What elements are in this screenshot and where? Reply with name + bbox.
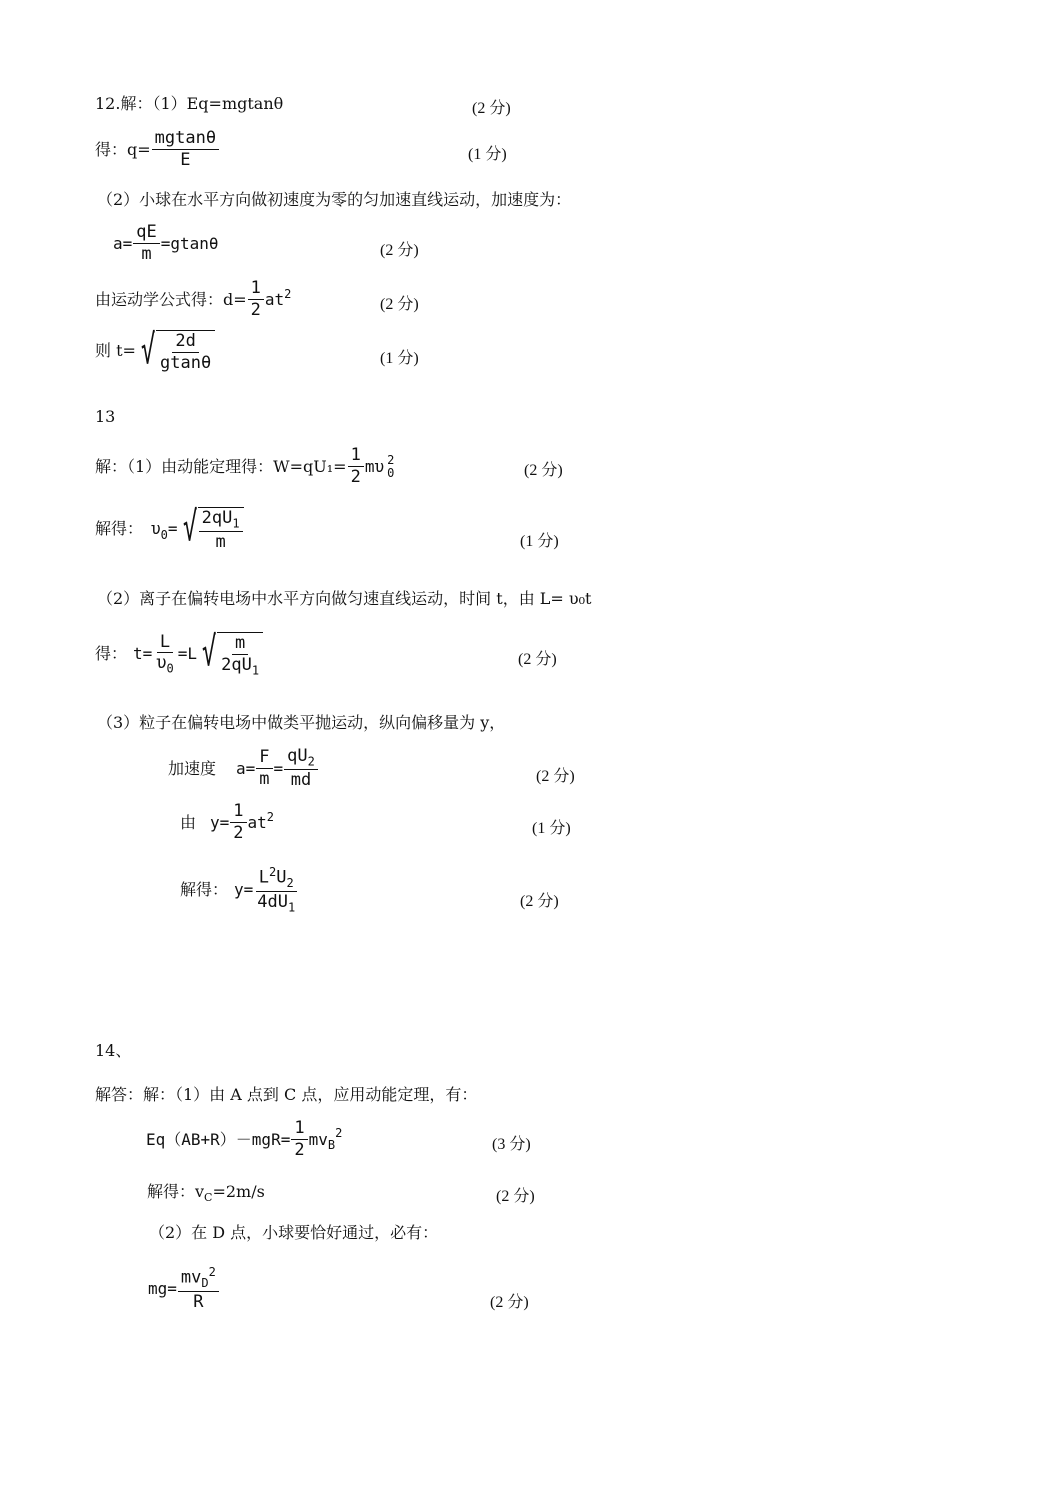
q13-line4-points: (2 分) (518, 651, 557, 668)
denominator-text: 4dU (257, 891, 288, 912)
q13-line4 (95, 629, 263, 678)
q13-line4-fraction (153, 631, 176, 676)
q13-line6-fraction1 (256, 749, 272, 789)
q12-line5-points: (2 分) (380, 296, 419, 313)
numerator: 1 (348, 447, 364, 467)
q13-line7-tail: at (247, 812, 267, 832)
q14-line2 (146, 1120, 342, 1160)
q13-line7-points: (1 分) (532, 820, 571, 837)
q13-line2-label: 解得： (95, 519, 144, 539)
numerator-text: L (258, 867, 270, 888)
q14-line2-label: Eq（AB+R）－mgR= (146, 1129, 291, 1149)
q13-line8-points: (2 分) (520, 893, 559, 910)
q14-line5-label: mg= (148, 1278, 177, 1298)
q13-line2-fraction (199, 510, 243, 552)
radical-icon: √ (201, 629, 217, 675)
q12-line5 (95, 280, 291, 320)
numerator (199, 510, 243, 532)
q13-line1-fraction (348, 447, 364, 487)
numerator: qE (133, 224, 159, 244)
numerator-text: 2qU (201, 508, 233, 528)
q13-line1-tail: mυ (364, 456, 385, 476)
numerator: 1 (248, 280, 264, 300)
denominator: gtanθ (160, 352, 212, 373)
q13-line1-label: 解：（1）由动能定理得：W=qU₁= (95, 456, 347, 476)
q14-line3-label: 解得：v (147, 1182, 205, 1201)
denominator-text: υ (156, 653, 167, 674)
q12-line5-fraction (248, 280, 264, 320)
q13-line6-fraction2 (284, 748, 318, 790)
q12-line3: （2）小球在水平方向做初速度为零的匀加速直线运动，加速度为： (97, 190, 572, 209)
q13-line6-eq: = (273, 758, 284, 778)
q14-line3-tail: =2m/s (212, 1182, 265, 1201)
q12-line6-fraction (157, 333, 214, 373)
q12-line2-points: (1 分) (468, 146, 507, 163)
q13-line2-sub: 0 (160, 528, 168, 543)
numerator: m (232, 635, 248, 655)
denominator: 2 (250, 299, 261, 320)
denominator: 2 (350, 466, 361, 487)
denominator: m (215, 531, 226, 552)
numerator-text: qU (287, 746, 308, 766)
denominator-text: 2qU (221, 654, 252, 675)
denominator (153, 653, 176, 675)
q13-line8-label: 解得： (180, 879, 229, 899)
q13-line5: （3）粒子在偏转电场中做类平抛运动，纵向偏移量为 y， (97, 713, 506, 732)
q14-line2-sub: B (327, 1137, 336, 1152)
q12-line1-points: (2 分) (472, 100, 511, 117)
q13-line2-points: (1 分) (520, 533, 559, 550)
q13-line1-sub: 0 (387, 465, 395, 480)
q12-line5-sup: 2 (284, 286, 292, 301)
numerator-sup: 2 (269, 865, 277, 879)
numerator-sup: 2 (208, 1265, 216, 1279)
numerator: L (157, 634, 173, 654)
q14-line1: 解答：解：（1）由 A 点到 C 点，应用动能定理，有： (95, 1085, 478, 1104)
q13-line1-points: (2 分) (524, 462, 563, 479)
numerator (284, 748, 318, 770)
q13-line7-sup: 2 (266, 809, 275, 824)
numerator-tail: U (276, 867, 287, 888)
denominator: md (290, 769, 312, 790)
numerator-sub: 2 (286, 876, 294, 891)
numerator: 1 (230, 803, 246, 823)
denominator (254, 892, 298, 914)
q13-line2 (95, 504, 244, 552)
denominator: R (193, 1291, 204, 1312)
numerator-sub: D (201, 1276, 209, 1291)
denominator: m (141, 243, 152, 264)
q12-line4-points: (2 分) (380, 242, 419, 259)
q12-line6-sqrt (136, 327, 215, 373)
q12-line4-fraction (133, 224, 159, 264)
q14-line5-fraction (178, 1266, 219, 1311)
q12-line6-points: (1 分) (380, 350, 419, 367)
q12-line4-label: a= (113, 233, 133, 253)
radical-icon: √ (140, 327, 156, 373)
q13-line2-eq: = (167, 519, 178, 539)
numerator (178, 1266, 219, 1292)
q14-number: 14、 (95, 1041, 132, 1060)
q12-line1: 12.解：（1）Eq=mgtanθ (95, 94, 284, 113)
q13-line1 (95, 447, 394, 487)
q13-line2-var: υ (151, 519, 161, 539)
q13-line7-fraction (230, 803, 246, 843)
denominator: 2 (233, 822, 244, 843)
q13-line6 (168, 748, 319, 790)
q14-line5 (148, 1266, 220, 1311)
q13-line6-a: a= (236, 758, 256, 778)
denominator: 2 (294, 1139, 305, 1160)
q12-line6 (95, 327, 215, 373)
denominator-sub: 1 (251, 663, 260, 678)
q13-line3: （2）离子在偏转电场中水平方向做匀速直线运动，时间 t，由 L= υ₀t (97, 589, 592, 608)
q13-line6-points: (2 分) (536, 768, 575, 785)
q14-line2-tail: mv (308, 1129, 328, 1149)
q13-line1-sup: 2 (387, 452, 395, 467)
q14-line2-sup: 2 (335, 1125, 343, 1140)
q13-line4-rfraction (218, 635, 262, 677)
numerator: 1 (291, 1120, 307, 1140)
q12-line5-tail: at (264, 289, 285, 309)
q12-line2-label: 得：q= (95, 139, 151, 159)
q13-line6-label: 加速度 (168, 758, 217, 778)
q14-line3-sub: C (204, 1191, 213, 1205)
q12-line2 (95, 130, 220, 170)
q13-line8 (180, 866, 299, 914)
q13-line4-t: t= (133, 644, 153, 664)
q12-line2-fraction (152, 130, 219, 170)
numerator-text: mv (180, 1267, 202, 1288)
denominator (218, 655, 262, 677)
q14-line2-fraction (291, 1120, 307, 1160)
radical-icon: √ (182, 504, 197, 550)
denominator-sub: 0 (166, 661, 174, 676)
numerator: F (256, 749, 272, 769)
numerator (256, 866, 297, 892)
numerator-sub: 2 (307, 754, 315, 769)
q12-line4 (113, 224, 219, 264)
q14-line4: （2）在 D 点，小球要恰好通过，必有： (149, 1223, 439, 1242)
q13-line4-label: 得： (95, 644, 128, 664)
q13-line4-sqrt (197, 629, 263, 678)
q14-line5-points: (2 分) (490, 1294, 529, 1311)
q12-line5-label: 由运动学公式得：d= (95, 289, 247, 309)
q12-line6-label: 则 t= (95, 341, 136, 361)
q13-number: 13 (95, 407, 116, 426)
q12-line4-tail: =gtanθ (160, 233, 219, 253)
q14-line3 (147, 1184, 265, 1203)
denominator-sub: 1 (288, 900, 296, 915)
numerator-sub: 1 (232, 516, 240, 531)
denominator: E (180, 149, 191, 170)
q13-line2-sqrt (178, 504, 244, 552)
numerator: 2d (172, 333, 198, 353)
q13-line7-label: 由 (180, 812, 197, 832)
q13-line7-y: y= (210, 812, 230, 832)
q14-line3-points: (2 分) (496, 1188, 535, 1205)
denominator: m (259, 768, 270, 789)
q13-line8-fraction (254, 866, 298, 914)
numerator: mgtanθ (152, 130, 219, 150)
q13-line7 (180, 803, 274, 843)
q13-line4-mid: =L (177, 644, 198, 664)
q13-line8-y: y= (234, 879, 254, 899)
q14-line2-points: (3 分) (492, 1136, 531, 1153)
